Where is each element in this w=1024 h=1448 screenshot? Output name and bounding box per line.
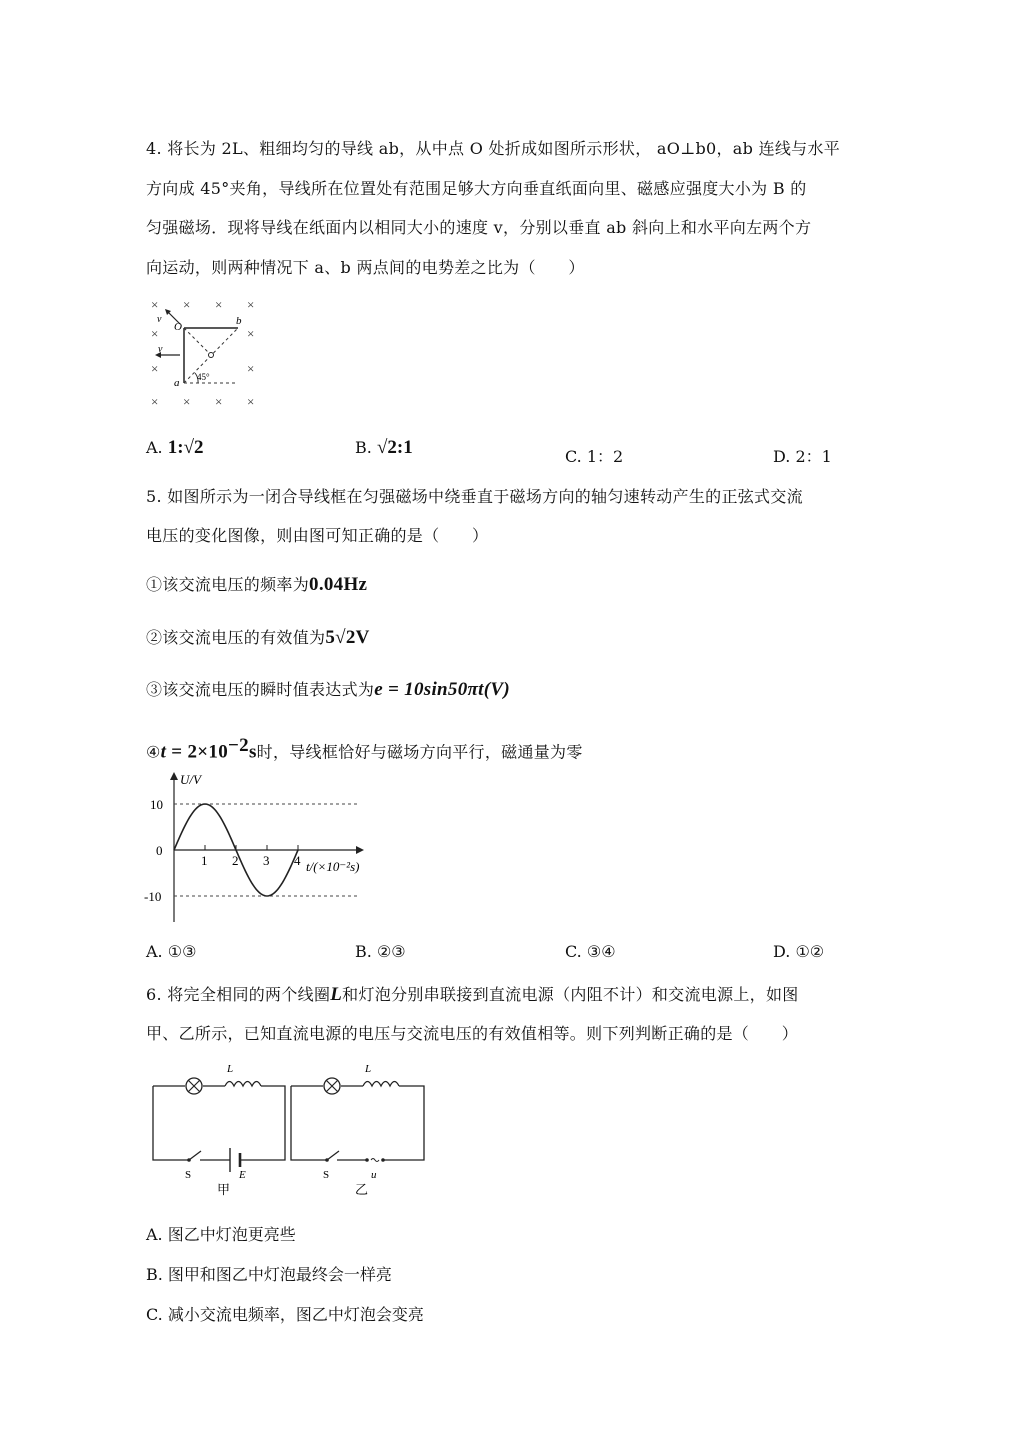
q4-option-b-root: √2 — [376, 437, 397, 458]
caption-jia: 甲 — [217, 1182, 231, 1197]
circuit-yi — [291, 1063, 424, 1197]
field-cross-mark: × — [247, 394, 255, 409]
field-cross-mark: × — [151, 361, 159, 376]
q4-option-b[interactable]: B. √2:1 — [355, 437, 413, 458]
q4-option-a[interactable]: A. 1:√2 — [146, 437, 204, 458]
q5-option-b[interactable]: B. ②③ — [355, 942, 406, 961]
q5-line-1: 5. 如图所示为一闭合导线框在匀强磁场中绕垂直于磁场方向的轴匀速转动产生的正弦式交流 — [146, 487, 803, 506]
y-tick-label: -10 — [144, 889, 162, 904]
field-cross-mark: × — [151, 297, 159, 312]
field-cross-mark: × — [183, 394, 191, 409]
label-S-jia: S — [185, 1169, 192, 1181]
q6-option-b[interactable]: B. 图甲和图乙中灯泡最终会一样亮 — [146, 1265, 392, 1284]
label-v-diagonal: v — [157, 314, 162, 325]
x-tick-label: 2 — [232, 853, 239, 868]
label-u-yi: u — [371, 1169, 377, 1181]
y-axis-label: U/V — [180, 772, 201, 787]
label-S-yi: S — [323, 1169, 330, 1181]
field-cross-mark: × — [247, 361, 255, 376]
inductor-coil-icon-yi — [363, 1082, 399, 1087]
q5-statement-1: ①该交流电压的频率为0.04Hz — [146, 574, 368, 595]
x-tick-label: 3 — [263, 853, 270, 868]
label-L-yi: L — [365, 1063, 372, 1075]
line-O-midpoint-dashed — [184, 328, 211, 355]
ac-source-terminal-right — [381, 1158, 385, 1162]
y-tick-label: 0 — [156, 843, 163, 858]
label-a: a — [174, 377, 180, 389]
q4-line-2: 方向成 45°夹角，导线所在位置处有范围足够大方向垂直纸面向里、磁感应强度大小为 B 的 — [146, 179, 807, 198]
field-cross-mark: × — [215, 297, 223, 312]
q4-line-4: 向运动，则两种情况下 a、b 两点间的电势差之比为（ ） — [146, 258, 585, 277]
label-b: b — [236, 315, 242, 327]
q5-option-a[interactable]: A. ①③ — [146, 942, 197, 961]
q5-line-2: 电压的变化图像，则由图可知正确的是（ ） — [146, 526, 489, 545]
q4-option-c[interactable]: C. 1：2 — [565, 447, 624, 466]
field-cross-mark: × — [247, 326, 255, 341]
q4-line-1: 4. 将长为 2L、粗细均匀的导线 ab，从中点 O 处折成如图所示形状， aO⊥b0，ab 连线与水平 — [146, 139, 841, 158]
field-cross-mark: × — [151, 326, 159, 341]
x-tick-label: 1 — [201, 853, 208, 868]
q4-wire-figure — [140, 290, 270, 410]
q4-line-3: 匀强磁场．现将导线在纸面内以相同大小的速度 v，分别以垂直 ab 斜向上和水平向左两个方 — [146, 218, 812, 237]
label-angle-45: 45° — [197, 372, 210, 382]
q4-option-a-root: √2 — [183, 437, 204, 458]
q5-statement-2: ②该交流电压的有效值为5√2V — [146, 627, 370, 648]
label-v-horizontal: v — [158, 344, 163, 355]
q4-option-a-pre: 1: — [167, 437, 184, 458]
x-axis-label: t/(×10⁻²s) — [306, 859, 360, 874]
field-cross-mark: × — [151, 394, 159, 409]
inductor-coil-icon-jia — [225, 1082, 261, 1087]
label-O: O — [174, 321, 182, 333]
y-axis-arrowhead — [170, 772, 178, 780]
q6-option-c[interactable]: C. 减小交流电频率，图乙中灯泡会变亮 — [146, 1305, 424, 1324]
q4-option-b-post: :1 — [396, 437, 413, 458]
field-cross-mark: × — [247, 297, 255, 312]
y-tick-label: 10 — [150, 797, 163, 812]
label-L-jia: L — [227, 1063, 234, 1075]
switch-icon-jia — [189, 1151, 201, 1160]
switch-icon-yi — [327, 1151, 339, 1160]
q5-option-c[interactable]: C. ③④ — [565, 942, 616, 961]
voltage-time-chart — [140, 770, 380, 930]
field-cross-mark: × — [183, 297, 191, 312]
ac-source-terminal-left — [365, 1158, 369, 1162]
circuit-jia — [153, 1063, 285, 1197]
q6-option-a[interactable]: A. 图乙中灯泡更亮些 — [146, 1225, 296, 1244]
q6-line-1: 6. 将完全相同的两个线圈L和灯泡分别串联接到直流电源（内阻不计）和交流电源上，如图 — [146, 984, 799, 1005]
q6-circuit-figures — [145, 1060, 435, 1202]
field-cross-mark: × — [215, 394, 223, 409]
q5-statement-3: ③该交流电压的瞬时值表达式为e = 10sin50πt(V) — [146, 679, 510, 700]
ac-wave-icon — [371, 1159, 379, 1162]
q5-option-d[interactable]: D. ①② — [773, 942, 825, 961]
caption-yi: 乙 — [355, 1182, 369, 1197]
x-tick-label: 4 — [294, 853, 301, 868]
midpoint-marker — [209, 353, 214, 358]
label-E-jia: E — [239, 1169, 246, 1181]
q6-line-2: 甲、乙所示，已知直流电源的电压与交流电压的有效值相等。则下列判断正确的是（ ） — [146, 1024, 799, 1043]
q5-statement-4: ④t = $2\times 10^{-2}s$时，导线框恰好与磁场方向平行，磁通量为零 — [146, 735, 583, 763]
x-axis-arrowhead — [356, 846, 364, 854]
magnetic-field-crosses — [151, 297, 254, 409]
q4-option-d[interactable]: D. 2：1 — [773, 447, 832, 466]
